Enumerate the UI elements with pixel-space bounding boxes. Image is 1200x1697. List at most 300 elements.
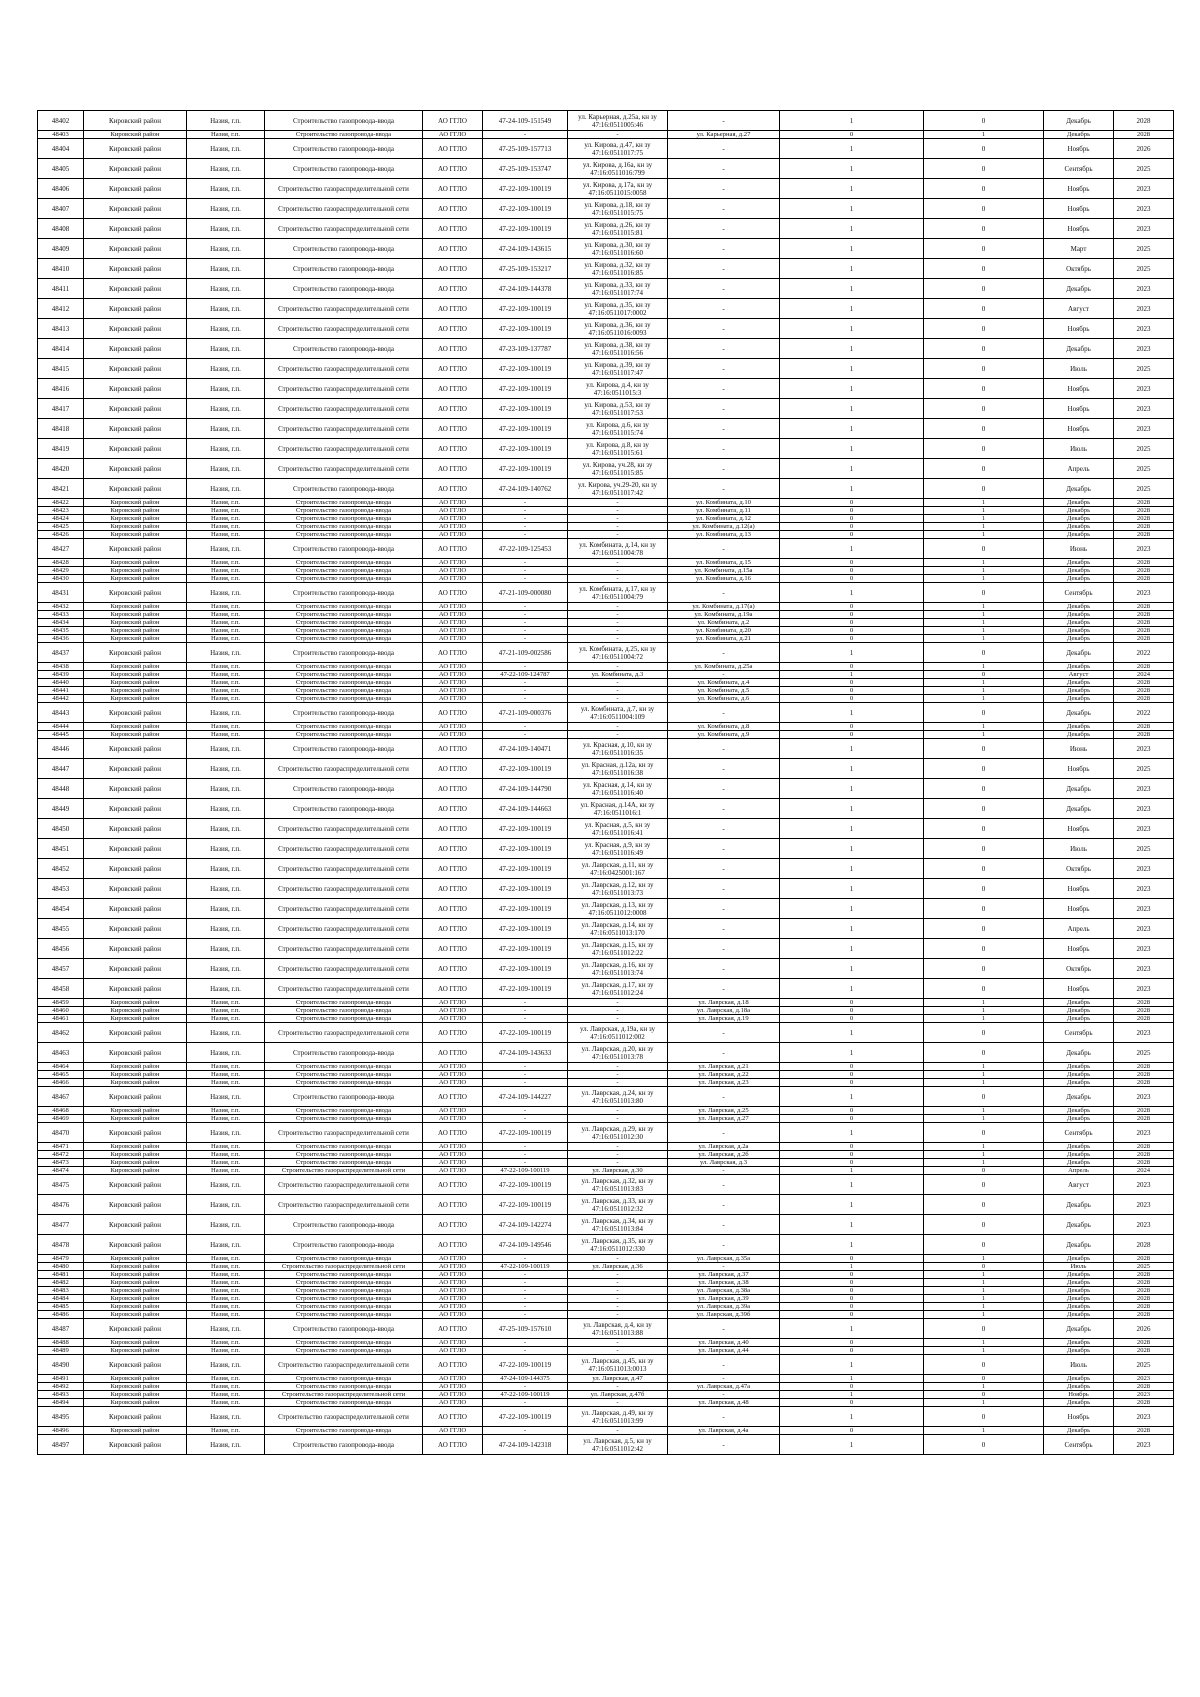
settlement-cell: Назия, г.п. xyxy=(187,723,265,731)
address-cell: ул. Лаврская, д.47а xyxy=(668,1383,780,1391)
month-cell: Сентябрь xyxy=(1044,159,1114,179)
indicator-2-cell: 0 xyxy=(924,799,1044,819)
year-cell: 2023 xyxy=(1114,583,1174,603)
application-number-cell: - xyxy=(483,695,568,703)
month-cell: Декабрь xyxy=(1044,131,1114,139)
month-cell: Ноябрь xyxy=(1044,759,1114,779)
application-number-cell: 47-22-109-100119 xyxy=(483,319,568,339)
work-type-cell: Строительство газопровода-ввода xyxy=(265,1319,423,1339)
district-cell: Кировский район xyxy=(84,1263,187,1271)
application-number-cell: - xyxy=(483,1303,568,1311)
year-cell: 2023 xyxy=(1114,919,1174,939)
application-number-cell: - xyxy=(483,731,568,739)
organization-cell: АО ГГЛО xyxy=(423,1339,483,1347)
record-number-cell: 48433 xyxy=(38,611,84,619)
indicator-2-cell: 1 xyxy=(924,567,1044,575)
district-cell: Кировский район xyxy=(84,611,187,619)
organization-cell: АО ГГЛО xyxy=(423,439,483,459)
district-cell: Кировский район xyxy=(84,679,187,687)
indicator-2-cell: 0 xyxy=(924,839,1044,859)
address-cell: - xyxy=(668,1215,780,1235)
cadastral-address-cell: - xyxy=(568,1007,668,1015)
settlement-cell: Назия, г.п. xyxy=(187,1143,265,1151)
cadastral-address-cell: ул. Лаврская, д.47б xyxy=(568,1391,668,1399)
record-number-cell: 48486 xyxy=(38,1311,84,1319)
district-cell: Кировский район xyxy=(84,359,187,379)
table-row xyxy=(38,1435,1174,1455)
year-cell: 2024 xyxy=(1114,671,1174,679)
organization-cell: АО ГГЛО xyxy=(423,999,483,1007)
year-cell: 2028 xyxy=(1114,1159,1174,1167)
indicator-1-cell: 1 xyxy=(780,1023,924,1043)
record-number-cell: 48466 xyxy=(38,1079,84,1087)
district-cell: Кировский район xyxy=(84,1375,187,1383)
settlement-cell: Назия, г.п. xyxy=(187,1063,265,1071)
indicator-1-cell: 1 xyxy=(780,1175,924,1195)
district-cell: Кировский район xyxy=(84,703,187,723)
organization-cell: АО ГГЛО xyxy=(423,139,483,159)
organization-cell: АО ГГЛО xyxy=(423,1071,483,1079)
application-number-cell: 47-22-109-100119 xyxy=(483,1195,568,1215)
settlement-cell: Назия, г.п. xyxy=(187,1287,265,1295)
record-number-cell: 48431 xyxy=(38,583,84,603)
indicator-1-cell: 1 xyxy=(780,219,924,239)
month-cell: Декабрь xyxy=(1044,1079,1114,1087)
year-cell: 2023 xyxy=(1114,879,1174,899)
settlement-cell: Назия, г.п. xyxy=(187,679,265,687)
year-cell: 2025 xyxy=(1114,479,1174,499)
cadastral-address-cell: ул. Лаврская, д.5, кн зу 47:16:0511012:42 xyxy=(568,1435,668,1455)
application-number-cell: - xyxy=(483,1071,568,1079)
indicator-1-cell: 1 xyxy=(780,1355,924,1375)
cadastral-address-cell: ул. Лаврская, д.36 xyxy=(568,1263,668,1271)
settlement-cell: Назия, г.п. xyxy=(187,523,265,531)
table-row xyxy=(38,839,1174,859)
record-number-cell: 48422 xyxy=(38,499,84,507)
cadastral-address-cell: - xyxy=(568,1015,668,1023)
table-row xyxy=(38,131,1174,139)
application-number-cell: 47-25-109-157713 xyxy=(483,139,568,159)
address-cell: - xyxy=(668,539,780,559)
table-row xyxy=(38,1263,1174,1271)
work-type-cell: Строительство газораспределительной сети xyxy=(265,179,423,199)
application-number-cell: - xyxy=(483,499,568,507)
work-type-cell: Строительство газораспределительной сети xyxy=(265,1263,423,1271)
organization-cell: АО ГГЛО xyxy=(423,379,483,399)
indicator-1-cell: 0 xyxy=(780,1071,924,1079)
work-type-cell: Строительство газопровода-ввода xyxy=(265,1287,423,1295)
record-number-cell: 48478 xyxy=(38,1235,84,1255)
month-cell: Декабрь xyxy=(1044,523,1114,531)
record-number-cell: 48460 xyxy=(38,1007,84,1015)
indicator-1-cell: 1 xyxy=(780,1235,924,1255)
district-cell: Кировский район xyxy=(84,539,187,559)
indicator-1-cell: 1 xyxy=(780,1375,924,1383)
indicator-1-cell: 0 xyxy=(780,635,924,643)
application-number-cell: 47-22-109-100119 xyxy=(483,1263,568,1271)
address-cell: ул. Карьерная, д.27 xyxy=(668,131,780,139)
year-cell: 2023 xyxy=(1114,219,1174,239)
settlement-cell: Назия, г.п. xyxy=(187,839,265,859)
work-type-cell: Строительство газопровода-ввода xyxy=(265,723,423,731)
organization-cell: АО ГГЛО xyxy=(423,899,483,919)
table-row xyxy=(38,419,1174,439)
table-row xyxy=(38,1295,1174,1303)
cadastral-address-cell: ул. Красная, д.10, кн зу 47:16:0511016:35 xyxy=(568,739,668,759)
record-number-cell: 48413 xyxy=(38,319,84,339)
settlement-cell: Назия, г.п. xyxy=(187,1107,265,1115)
organization-cell: АО ГГЛО xyxy=(423,1175,483,1195)
district-cell: Кировский район xyxy=(84,1071,187,1079)
record-number-cell: 48447 xyxy=(38,759,84,779)
organization-cell: АО ГГЛО xyxy=(423,299,483,319)
district-cell: Кировский район xyxy=(84,731,187,739)
settlement-cell: Назия, г.п. xyxy=(187,299,265,319)
indicator-2-cell: 0 xyxy=(924,1235,1044,1255)
year-cell: 2028 xyxy=(1114,731,1174,739)
organization-cell: АО ГГЛО xyxy=(423,507,483,515)
indicator-2-cell: 0 xyxy=(924,139,1044,159)
indicator-2-cell: 1 xyxy=(924,531,1044,539)
cadastral-address-cell: - xyxy=(568,499,668,507)
address-cell: - xyxy=(668,339,780,359)
indicator-1-cell: 1 xyxy=(780,671,924,679)
district-cell: Кировский район xyxy=(84,259,187,279)
year-cell: 2023 xyxy=(1114,379,1174,399)
year-cell: 2023 xyxy=(1114,779,1174,799)
application-number-cell: - xyxy=(483,1015,568,1023)
work-type-cell: Строительство газопровода-ввода xyxy=(265,679,423,687)
indicator-2-cell: 1 xyxy=(924,559,1044,567)
settlement-cell: Назия, г.п. xyxy=(187,1435,265,1455)
table-row xyxy=(38,1079,1174,1087)
year-cell: 2028 xyxy=(1114,619,1174,627)
year-cell: 2025 xyxy=(1114,359,1174,379)
settlement-cell: Назия, г.п. xyxy=(187,1255,265,1263)
indicator-2-cell: 1 xyxy=(924,1399,1044,1407)
indicator-2-cell: 0 xyxy=(924,1375,1044,1383)
cadastral-address-cell: ул. Лаврская, д.47 xyxy=(568,1375,668,1383)
indicator-1-cell: 0 xyxy=(780,1295,924,1303)
settlement-cell: Назия, г.п. xyxy=(187,1339,265,1347)
organization-cell: АО ГГЛО xyxy=(423,219,483,239)
table-row xyxy=(38,1023,1174,1043)
indicator-2-cell: 0 xyxy=(924,1195,1044,1215)
indicator-1-cell: 0 xyxy=(780,1115,924,1123)
district-cell: Кировский район xyxy=(84,159,187,179)
indicator-2-cell: 0 xyxy=(924,339,1044,359)
indicator-1-cell: 0 xyxy=(780,1279,924,1287)
application-number-cell: - xyxy=(483,687,568,695)
month-cell: Ноябрь xyxy=(1044,219,1114,239)
table-row xyxy=(38,1215,1174,1235)
cadastral-address-cell: ул. Лаврская, д.30 xyxy=(568,1167,668,1175)
cadastral-address-cell: - xyxy=(568,515,668,523)
district-cell: Кировский район xyxy=(84,1303,187,1311)
month-cell: Июнь xyxy=(1044,539,1114,559)
district-cell: Кировский район xyxy=(84,583,187,603)
indicator-1-cell: 1 xyxy=(780,379,924,399)
table-row xyxy=(38,979,1174,999)
organization-cell: АО ГГЛО xyxy=(423,131,483,139)
work-type-cell: Строительство газопровода-ввода xyxy=(265,799,423,819)
district-cell: Кировский район xyxy=(84,695,187,703)
address-cell: - xyxy=(668,259,780,279)
table-row xyxy=(38,559,1174,567)
year-cell: 2025 xyxy=(1114,439,1174,459)
settlement-cell: Назия, г.п. xyxy=(187,1427,265,1435)
organization-cell: АО ГГЛО xyxy=(423,159,483,179)
district-cell: Кировский район xyxy=(84,663,187,671)
table-row xyxy=(38,779,1174,799)
address-cell: ул. Лаврская, д.19 xyxy=(668,1015,780,1023)
work-type-cell: Строительство газораспределительной сети xyxy=(265,959,423,979)
record-number-cell: 48435 xyxy=(38,627,84,635)
application-number-cell: 47-24-109-151549 xyxy=(483,111,568,131)
indicator-1-cell: 1 xyxy=(780,139,924,159)
indicator-1-cell: 1 xyxy=(780,1195,924,1215)
address-cell: ул. Лаврская, д.48 xyxy=(668,1399,780,1407)
address-cell: ул. Лаврская, д.25 xyxy=(668,1107,780,1115)
settlement-cell: Назия, г.п. xyxy=(187,439,265,459)
district-cell: Кировский район xyxy=(84,523,187,531)
application-number-cell: - xyxy=(483,1079,568,1087)
year-cell: 2028 xyxy=(1114,507,1174,515)
address-cell: ул. Лаврская, д.21 xyxy=(668,1063,780,1071)
record-number-cell: 48462 xyxy=(38,1023,84,1043)
address-cell: - xyxy=(668,359,780,379)
table-row xyxy=(38,299,1174,319)
cadastral-address-cell: ул. Кирова, д.32, кн зу 47:16:0511016:85 xyxy=(568,259,668,279)
month-cell: Ноябрь xyxy=(1044,199,1114,219)
table-row xyxy=(38,539,1174,559)
organization-cell: АО ГГЛО xyxy=(423,819,483,839)
record-number-cell: 48455 xyxy=(38,919,84,939)
indicator-2-cell: 0 xyxy=(924,671,1044,679)
application-number-cell: 47-24-109-143615 xyxy=(483,239,568,259)
month-cell: Июнь xyxy=(1044,739,1114,759)
record-number-cell: 48461 xyxy=(38,1015,84,1023)
indicator-2-cell: 1 xyxy=(924,1151,1044,1159)
cadastral-address-cell: - xyxy=(568,1311,668,1319)
organization-cell: АО ГГЛО xyxy=(423,1167,483,1175)
table-row xyxy=(38,339,1174,359)
cadastral-address-cell: - xyxy=(568,679,668,687)
settlement-cell: Назия, г.п. xyxy=(187,635,265,643)
cadastral-address-cell: ул. Комбината, д.3 xyxy=(568,671,668,679)
indicator-2-cell: 0 xyxy=(924,1435,1044,1455)
organization-cell: АО ГГЛО xyxy=(423,671,483,679)
indicator-2-cell: 1 xyxy=(924,1339,1044,1347)
indicator-2-cell: 0 xyxy=(924,979,1044,999)
cadastral-address-cell: - xyxy=(568,1159,668,1167)
application-number-cell: 47-22-109-125453 xyxy=(483,539,568,559)
address-cell: ул. Комбината, д.12(а) xyxy=(668,523,780,531)
indicator-2-cell: 1 xyxy=(924,1427,1044,1435)
table-row xyxy=(38,439,1174,459)
indicator-1-cell: 0 xyxy=(780,531,924,539)
organization-cell: АО ГГЛО xyxy=(423,1311,483,1319)
settlement-cell: Назия, г.п. xyxy=(187,619,265,627)
application-number-cell: 47-24-109-144227 xyxy=(483,1087,568,1107)
organization-cell: АО ГГЛО xyxy=(423,559,483,567)
table-row xyxy=(38,1287,1174,1295)
address-cell: - xyxy=(668,459,780,479)
district-cell: Кировский район xyxy=(84,1023,187,1043)
work-type-cell: Строительство газопровода-ввода xyxy=(265,239,423,259)
district-cell: Кировский район xyxy=(84,515,187,523)
district-cell: Кировский район xyxy=(84,1383,187,1391)
cadastral-address-cell: - xyxy=(568,1287,668,1295)
address-cell: ул. Комбината, д.6 xyxy=(668,695,780,703)
application-number-cell: - xyxy=(483,1107,568,1115)
work-type-cell: Строительство газораспределительной сети xyxy=(265,299,423,319)
table-row xyxy=(38,1255,1174,1263)
work-type-cell: Строительство газораспределительной сети xyxy=(265,759,423,779)
indicator-2-cell: 0 xyxy=(924,959,1044,979)
application-number-cell: - xyxy=(483,619,568,627)
table-row xyxy=(38,759,1174,779)
month-cell: Июль xyxy=(1044,1263,1114,1271)
indicator-2-cell: 0 xyxy=(924,319,1044,339)
indicator-2-cell: 0 xyxy=(924,1407,1044,1427)
record-number-cell: 48456 xyxy=(38,939,84,959)
work-type-cell: Строительство газораспределительной сети xyxy=(265,459,423,479)
work-type-cell: Строительство газораспределительной сети xyxy=(265,1167,423,1175)
address-cell: ул. Лаврская, д.38а xyxy=(668,1287,780,1295)
application-number-cell: 47-22-109-100119 xyxy=(483,1407,568,1427)
settlement-cell: Назия, г.п. xyxy=(187,1023,265,1043)
settlement-cell: Назия, г.п. xyxy=(187,759,265,779)
table-row xyxy=(38,199,1174,219)
organization-cell: АО ГГЛО xyxy=(423,723,483,731)
table-row xyxy=(38,731,1174,739)
settlement-cell: Назия, г.п. xyxy=(187,1159,265,1167)
record-number-cell: 48471 xyxy=(38,1143,84,1151)
indicator-1-cell: 0 xyxy=(780,1107,924,1115)
application-number-cell: 47-22-109-100119 xyxy=(483,979,568,999)
district-cell: Кировский район xyxy=(84,759,187,779)
indicator-1-cell: 1 xyxy=(780,1391,924,1399)
address-cell: - xyxy=(668,479,780,499)
year-cell: 2025 xyxy=(1114,839,1174,859)
settlement-cell: Назия, г.п. xyxy=(187,567,265,575)
settlement-cell: Назия, г.п. xyxy=(187,1303,265,1311)
indicator-1-cell: 0 xyxy=(780,1347,924,1355)
indicator-2-cell: 0 xyxy=(924,419,1044,439)
district-cell: Кировский район xyxy=(84,1339,187,1347)
district-cell: Кировский район xyxy=(84,1079,187,1087)
work-type-cell: Строительство газораспределительной сети xyxy=(265,919,423,939)
indicator-2-cell: 0 xyxy=(924,479,1044,499)
table-row xyxy=(38,739,1174,759)
indicator-1-cell: 0 xyxy=(780,1079,924,1087)
cadastral-address-cell: - xyxy=(568,731,668,739)
record-number-cell: 48429 xyxy=(38,567,84,575)
cadastral-address-cell: ул. Кирова, д.35, кн зу 47:16:0511017:0002 xyxy=(568,299,668,319)
district-cell: Кировский район xyxy=(84,479,187,499)
cadastral-address-cell: ул. Лаврская, д.16, кн зу 47:16:0511013:74 xyxy=(568,959,668,979)
work-type-cell: Строительство газопровода-ввода xyxy=(265,1235,423,1255)
address-cell: - xyxy=(668,739,780,759)
indicator-1-cell: 0 xyxy=(780,131,924,139)
indicator-2-cell: 1 xyxy=(924,603,1044,611)
district-cell: Кировский район xyxy=(84,959,187,979)
settlement-cell: Назия, г.п. xyxy=(187,731,265,739)
application-number-cell: 47-24-109-140762 xyxy=(483,479,568,499)
indicator-2-cell: 1 xyxy=(924,619,1044,627)
month-cell: Август xyxy=(1044,1175,1114,1195)
organization-cell: АО ГГЛО xyxy=(423,583,483,603)
record-number-cell: 48405 xyxy=(38,159,84,179)
cadastral-address-cell: ул. Комбината, д.17, кн зу 47:16:0511004:79 xyxy=(568,583,668,603)
address-cell: - xyxy=(668,1319,780,1339)
cadastral-address-cell: ул. Лаврская, д.34, кн зу 47:16:0511013:84 xyxy=(568,1215,668,1235)
cadastral-address-cell: - xyxy=(568,663,668,671)
indicator-2-cell: 0 xyxy=(924,1123,1044,1143)
year-cell: 2028 xyxy=(1114,999,1174,1007)
year-cell: 2025 xyxy=(1114,159,1174,179)
month-cell: Август xyxy=(1044,671,1114,679)
district-cell: Кировский район xyxy=(84,559,187,567)
table-row xyxy=(38,575,1174,583)
district-cell: Кировский район xyxy=(84,1311,187,1319)
indicator-1-cell: 1 xyxy=(780,1319,924,1339)
table-row xyxy=(38,999,1174,1007)
month-cell: Ноябрь xyxy=(1044,399,1114,419)
cadastral-address-cell: - xyxy=(568,723,668,731)
record-number-cell: 48493 xyxy=(38,1391,84,1399)
cadastral-address-cell: ул. Кирова, д.16а, кн зу 47:16:0511016:799 xyxy=(568,159,668,179)
record-number-cell: 48484 xyxy=(38,1295,84,1303)
work-type-cell: Строительство газопровода-ввода xyxy=(265,1311,423,1319)
record-number-cell: 48481 xyxy=(38,1271,84,1279)
record-number-cell: 48436 xyxy=(38,635,84,643)
address-cell: - xyxy=(668,643,780,663)
indicator-1-cell: 0 xyxy=(780,1007,924,1015)
month-cell: Декабрь xyxy=(1044,619,1114,627)
table-row xyxy=(38,1347,1174,1355)
indicator-2-cell: 1 xyxy=(924,1115,1044,1123)
cadastral-address-cell: ул. Лаврская, д.29, кн зу 47:16:0511012:30 xyxy=(568,1123,668,1143)
organization-cell: АО ГГЛО xyxy=(423,679,483,687)
application-number-cell: 47-22-109-100119 xyxy=(483,1391,568,1399)
indicator-1-cell: 0 xyxy=(780,1303,924,1311)
record-number-cell: 48489 xyxy=(38,1347,84,1355)
indicator-1-cell: 1 xyxy=(780,299,924,319)
month-cell: Декабрь xyxy=(1044,1087,1114,1107)
work-type-cell: Строительство газопровода-ввода xyxy=(265,1435,423,1455)
cadastral-address-cell: - xyxy=(568,507,668,515)
year-cell: 2023 xyxy=(1114,1023,1174,1043)
table-row xyxy=(38,179,1174,199)
record-number-cell: 48428 xyxy=(38,559,84,567)
cadastral-address-cell: ул. Лаврская, д.17, кн зу 47:16:0511012:24 xyxy=(568,979,668,999)
year-cell: 2028 xyxy=(1114,1383,1174,1391)
address-cell: ул. Комбината, д.12 xyxy=(668,515,780,523)
work-type-cell: Строительство газопровода-ввода xyxy=(265,687,423,695)
table-row xyxy=(38,879,1174,899)
work-type-cell: Строительство газораспределительной сети xyxy=(265,979,423,999)
address-cell: - xyxy=(668,199,780,219)
work-type-cell: Строительство газораспределительной сети xyxy=(265,859,423,879)
table-row xyxy=(38,523,1174,531)
year-cell: 2028 xyxy=(1114,1339,1174,1347)
table-row xyxy=(38,111,1174,131)
settlement-cell: Назия, г.п. xyxy=(187,979,265,999)
table-row xyxy=(38,1303,1174,1311)
address-cell: ул. Лаврская, д.39а xyxy=(668,1303,780,1311)
